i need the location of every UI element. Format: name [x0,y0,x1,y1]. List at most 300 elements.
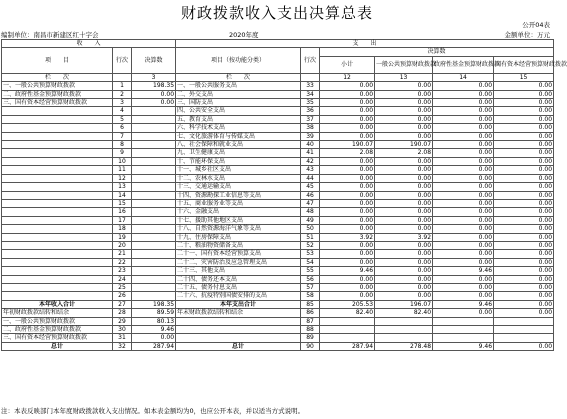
expense-general-budget: 0.00 [375,157,433,165]
expense-subtotal: 3.92 [320,233,375,241]
income-item: 总计 [2,342,113,350]
income-amount [132,191,176,199]
expense-subtotal: 287.94 [320,342,375,350]
expense-gov-fund: 0.00 [433,166,494,174]
expense-subtotal: 0.00 [320,115,375,123]
expense-general-budget: 0.00 [375,258,433,266]
expense-state-capital: 0.00 [494,132,554,140]
expense-gov-fund [433,334,494,342]
expense-line-no: 88 [301,326,320,334]
expense-gov-fund: 9.46 [433,342,494,350]
expense-line-no: 50 [301,225,320,233]
expense-item: 十六、金融支出 [176,208,301,216]
income-item [2,208,113,216]
header-row-columns [2,48,554,56]
income-item [2,267,113,275]
expense-general-budget: 0.00 [375,90,433,98]
col-index-3: 3 [132,73,176,81]
table-row [2,342,554,350]
expense-gov-fund [433,317,494,325]
expense-gov-fund: 9.46 [433,267,494,275]
expense-line-no: 89 [301,334,320,342]
expense-line-no: 44 [301,174,320,182]
income-item [2,132,113,140]
income-line-no: 19 [113,233,132,241]
income-amount: 89.59 [132,309,176,317]
column-index-row [2,73,554,81]
expense-state-capital: 0.00 [494,107,554,115]
final-amount-header: 决算数 [132,48,176,73]
expense-general-budget: 0.00 [375,166,433,174]
income-item [2,141,113,149]
income-item [2,250,113,258]
expense-line-no: 42 [301,157,320,165]
expense-general-budget: 0.00 [375,99,433,107]
expense-gov-fund: 0.00 [433,225,494,233]
expense-general-budget [375,334,433,342]
income-amount [132,208,176,216]
expense-subtotal: 2.08 [320,149,375,157]
table-row [2,216,554,224]
expense-item: 四、公共安全支出 [176,107,301,115]
expense-state-capital: 0.00 [494,149,554,157]
expense-gov-fund: 0.00 [433,275,494,283]
expense-state-capital: 0.00 [494,183,554,191]
expense-item: 二十二、灾害防治及应急管理支出 [176,258,301,266]
income-amount [132,267,176,275]
expense-subtotal: 0.00 [320,275,375,283]
expense-gov-fund: 0.00 [433,141,494,149]
expense-gov-fund: 0.00 [433,216,494,224]
income-amount [132,292,176,300]
expense-general-budget: 0.00 [375,292,433,300]
table-row [2,267,554,275]
income-item [2,258,113,266]
table-row [2,275,554,283]
expense-gov-fund: 0.00 [433,191,494,199]
expense-line-no: 35 [301,99,320,107]
expense-line-no: 54 [301,258,320,266]
table-row [2,283,554,291]
income-amount [132,149,176,157]
income-line-no: 16 [113,208,132,216]
table-row [2,157,554,165]
expense-item: 十八、自然资源海洋气象等支出 [176,225,301,233]
income-amount [132,183,176,191]
expense-state-capital: 0.00 [494,233,554,241]
income-amount: 198.35 [132,82,176,90]
table-row [2,191,554,199]
income-amount [132,174,176,182]
income-amount [132,250,176,258]
expense-state-capital: 0.00 [494,90,554,98]
footnote: 注：本表反映部门本年度财政拨款收入支出情况。如本表金额均为0，也应公开本表，并以适当方式说明。 [1,407,305,415]
expense-section-header: 支 出 [176,40,554,48]
expense-state-capital: 0.00 [494,99,554,107]
income-amount [132,216,176,224]
expense-item: 六、科学技术支出 [176,124,301,132]
income-line-no: 31 [113,334,132,342]
expense-general-budget: 0.00 [375,191,433,199]
expense-gov-fund: 0.00 [433,283,494,291]
expense-line-no: 45 [301,183,320,191]
expense-subtotal: 0.00 [320,258,375,266]
expense-item: 二、外交支出 [176,90,301,98]
income-line-no: 4 [113,107,132,115]
expense-item: 二十六、抗疫特别国债安排的支出 [176,292,301,300]
table-row [2,90,554,98]
expense-item [176,317,301,325]
expense-state-capital: 0.00 [494,174,554,182]
income-item [2,199,113,207]
expense-general-budget: 82.40 [375,309,433,317]
expense-subtotal: 0.00 [320,166,375,174]
income-amount [132,225,176,233]
col-label: 栏 次 [2,73,113,81]
expense-gov-fund: 0.00 [433,107,494,115]
expense-line-no: 90 [301,342,320,350]
income-line-no: 18 [113,225,132,233]
expense-state-capital: 0.00 [494,292,554,300]
expense-state-capital: 0.00 [494,216,554,224]
income-line-no: 25 [113,283,132,291]
table-row [2,124,554,132]
income-amount [132,141,176,149]
expense-state-capital: 0.00 [494,225,554,233]
expense-subtotal [320,317,375,325]
col-index-14: 14 [433,73,494,81]
expense-line-no: 58 [301,292,320,300]
expense-item: 八、社会保障和就业支出 [176,141,301,149]
expense-state-capital: 0.00 [494,82,554,90]
expense-line-no: 37 [301,115,320,123]
income-item: 二、政府性基金预算财政拨款 [2,326,113,334]
expense-state-capital: 0.00 [494,124,554,132]
col-index-13: 13 [375,73,433,81]
expense-item: 十三、交通运输支出 [176,183,301,191]
general-budget-header: 一般公共预算财政拨款 [375,56,433,73]
income-line-no: 10 [113,157,132,165]
income-amount [132,107,176,115]
table-row [2,334,554,342]
expense-line-no: 39 [301,132,320,140]
expense-line-no: 33 [301,82,320,90]
expense-state-capital: 0.00 [494,208,554,216]
expense-subtotal [320,326,375,334]
income-line-no: 22 [113,258,132,266]
final-amount-header-2: 决算数 [320,48,554,56]
income-amount: 9.46 [132,326,176,334]
expense-item: 二十三、其他支出 [176,267,301,275]
subtotal-header: 小计 [320,56,375,73]
income-line-no: 28 [113,309,132,317]
expense-state-capital: 0.00 [494,258,554,266]
income-item [2,233,113,241]
table-row [2,174,554,182]
expense-line-no: 53 [301,250,320,258]
income-line-no: 14 [113,191,132,199]
income-item [2,183,113,191]
table-row [2,300,554,308]
item-header: 项 目 [2,48,113,73]
income-amount: 0.00 [132,99,176,107]
expense-general-budget: 0.00 [375,132,433,140]
expense-general-budget: 0.00 [375,115,433,123]
expense-gov-fund: 0.00 [433,183,494,191]
income-item: 一、一般公共预算财政拨款 [2,82,113,90]
expense-item: 七、文化旅游体育与传媒支出 [176,132,301,140]
expense-subtotal: 0.00 [320,208,375,216]
income-line-no: 7 [113,132,132,140]
expense-item [176,326,301,334]
expense-general-budget: 0.00 [375,250,433,258]
income-line-no: 15 [113,199,132,207]
table-row [2,132,554,140]
col-index-15: 15 [494,73,554,81]
income-line-no: 3 [113,99,132,107]
expense-state-capital [494,317,554,325]
expense-gov-fund: 0.00 [433,132,494,140]
income-line-no: 23 [113,267,132,275]
income-amount: 287.94 [132,342,176,350]
expense-general-budget: 0.00 [375,107,433,115]
income-line-no: 17 [113,216,132,224]
income-item [2,225,113,233]
expense-subtotal: 0.00 [320,241,375,249]
expense-general-budget: 0.00 [375,267,433,275]
expense-gov-fund: 0.00 [433,199,494,207]
income-item [2,166,113,174]
expense-general-budget: 0.00 [375,208,433,216]
table-row [2,107,554,115]
expense-line-no: 87 [301,317,320,325]
income-item [2,283,113,291]
expense-item: 三、国防支出 [176,99,301,107]
table-row [2,166,554,174]
expense-subtotal: 0.00 [320,107,375,115]
expense-general-budget: 3.92 [375,233,433,241]
income-line-no: 2 [113,90,132,98]
col-label-2: 栏 次 [176,73,301,81]
expense-gov-fund: 0.00 [433,233,494,241]
expense-general-budget: 190.07 [375,141,433,149]
expense-line-no: 36 [301,107,320,115]
income-line-no: 8 [113,141,132,149]
income-item: 三、国有资本经营预算财政拨款 [2,99,113,107]
report-year: 2020年度 [229,31,259,39]
table-row [2,115,554,123]
expense-state-capital: 0.00 [494,267,554,275]
expense-line-no: 41 [301,149,320,157]
form-code: 公开04表 [522,21,550,29]
expense-subtotal: 0.00 [320,225,375,233]
line-no-header-2: 行次 [301,48,320,73]
income-line-no: 27 [113,300,132,308]
income-item: 年初财政拨款结转和结余 [2,309,113,317]
expense-state-capital: 0.00 [494,275,554,283]
expense-gov-fund: 0.00 [433,99,494,107]
expense-subtotal [320,334,375,342]
expense-subtotal: 0.00 [320,191,375,199]
table-row [2,258,554,266]
table-row [2,241,554,249]
expense-line-no: 55 [301,267,320,275]
expense-state-capital: 0.00 [494,283,554,291]
income-item [2,107,113,115]
expense-general-budget: 0.00 [375,183,433,191]
expense-line-no: 57 [301,283,320,291]
expense-item [176,334,301,342]
expense-general-budget: 0.00 [375,124,433,132]
expense-item: 十七、援助其他地区支出 [176,216,301,224]
table-row [2,309,554,317]
income-amount [132,283,176,291]
expense-item: 十四、资源勘探工业信息等支出 [176,191,301,199]
expense-gov-fund: 0.00 [433,174,494,182]
table-row [2,82,554,90]
expense-gov-fund: 0.00 [433,82,494,90]
expense-state-capital [494,334,554,342]
expense-subtotal: 0.00 [320,216,375,224]
expense-subtotal: 0.00 [320,283,375,291]
expense-general-budget: 0.00 [375,241,433,249]
unit-name: 编制单位：南昌市新建区红十字会 [1,31,99,39]
expense-general-budget: 0.00 [375,199,433,207]
expense-general-budget: 196.07 [375,300,433,308]
expense-subtotal: 9.46 [320,267,375,275]
table-row [2,141,554,149]
income-line-no: 20 [113,241,132,249]
income-line-no: 1 [113,82,132,90]
expense-item: 二十一、国有资本经营预算支出 [176,250,301,258]
expense-state-capital: 0.00 [494,309,554,317]
income-item: 三、国有资本经营预算财政拨款 [2,334,113,342]
expense-subtotal: 0.00 [320,157,375,165]
expense-line-no: 49 [301,216,320,224]
expense-gov-fund: 0.00 [433,309,494,317]
income-line-no: 21 [113,250,132,258]
expense-item: 十、节能环保支出 [176,157,301,165]
income-line-no: 13 [113,183,132,191]
table-row [2,233,554,241]
expense-state-capital [494,326,554,334]
item-by-function-header: 项目（按功能分类） [176,48,301,73]
expense-general-budget: 0.00 [375,283,433,291]
expense-item: 二十、粮油物资储备支出 [176,241,301,249]
expense-state-capital: 0.00 [494,342,554,350]
expense-line-no: 51 [301,233,320,241]
expense-general-budget: 0.00 [375,82,433,90]
expense-line-no: 52 [301,241,320,249]
table-row [2,99,554,107]
gov-fund-header: 政府性基金预算财政拨款 [433,56,494,73]
expense-subtotal: 0.00 [320,250,375,258]
income-amount [132,166,176,174]
expense-state-capital: 0.00 [494,199,554,207]
income-item [2,174,113,182]
income-item [2,191,113,199]
expense-item: 十九、住房保障支出 [176,233,301,241]
expense-item: 本年支出合计 [176,300,301,308]
expense-subtotal: 205.53 [320,300,375,308]
table-row [2,208,554,216]
income-item [2,157,113,165]
table-row [2,317,554,325]
income-item: 二、政府性基金预算财政拨款 [2,90,113,98]
expense-state-capital: 0.00 [494,241,554,249]
expense-state-capital: 0.00 [494,157,554,165]
expense-state-capital: 0.00 [494,141,554,149]
income-line-no: 6 [113,124,132,132]
expense-general-budget: 278.48 [375,342,433,350]
income-amount: 198.35 [132,300,176,308]
final-accounts-table [1,39,567,351]
income-item: 本年收入合计 [2,300,113,308]
expense-line-no: 40 [301,141,320,149]
table-row [2,225,554,233]
expense-subtotal: 190.07 [320,141,375,149]
expense-general-budget: 2.08 [375,149,433,157]
table-row [2,326,554,334]
income-amount [132,157,176,165]
expense-general-budget [375,326,433,334]
income-amount [132,275,176,283]
expense-general-budget: 0.00 [375,225,433,233]
expense-item: 五、教育支出 [176,115,301,123]
expense-gov-fund: 0.00 [433,208,494,216]
table-row [2,292,554,300]
expense-item: 十二、农林水支出 [176,174,301,182]
expense-line-no: 34 [301,90,320,98]
income-item: 一、一般公共预算财政拨款 [2,317,113,325]
header-row-section [2,40,554,48]
expense-subtotal: 0.00 [320,292,375,300]
table-row [2,199,554,207]
expense-line-no: 38 [301,124,320,132]
report-title: 财政拨款收入支出决算总表 [180,4,373,22]
expense-item: 年末财政拨款结转和结余 [176,309,301,317]
table-row [2,149,554,157]
expense-subtotal: 0.00 [320,183,375,191]
expense-subtotal: 0.00 [320,124,375,132]
income-amount [132,132,176,140]
expense-gov-fund: 9.46 [433,300,494,308]
income-line-no: 30 [113,326,132,334]
expense-line-no: 56 [301,275,320,283]
expense-line-no: 46 [301,191,320,199]
expense-general-budget: 0.00 [375,216,433,224]
income-item [2,292,113,300]
income-item [2,115,113,123]
expense-item: 二十五、债务付息支出 [176,283,301,291]
col-index-blank [113,73,132,81]
report-meta [1,30,553,39]
expense-gov-fund: 0.00 [433,115,494,123]
income-item [2,241,113,249]
expense-general-budget: 0.00 [375,275,433,283]
expense-state-capital: 0.00 [494,250,554,258]
expense-item: 二十四、债务还本支出 [176,275,301,283]
expense-general-budget [375,317,433,325]
income-amount: 80.13 [132,317,176,325]
expense-line-no: 86 [301,309,320,317]
income-line-no: 9 [113,149,132,157]
expense-item: 十五、商业服务业等支出 [176,199,301,207]
expense-gov-fund: 0.00 [433,292,494,300]
expense-item: 九、卫生健康支出 [176,149,301,157]
expense-state-capital: 0.00 [494,115,554,123]
expense-line-no: 85 [301,300,320,308]
